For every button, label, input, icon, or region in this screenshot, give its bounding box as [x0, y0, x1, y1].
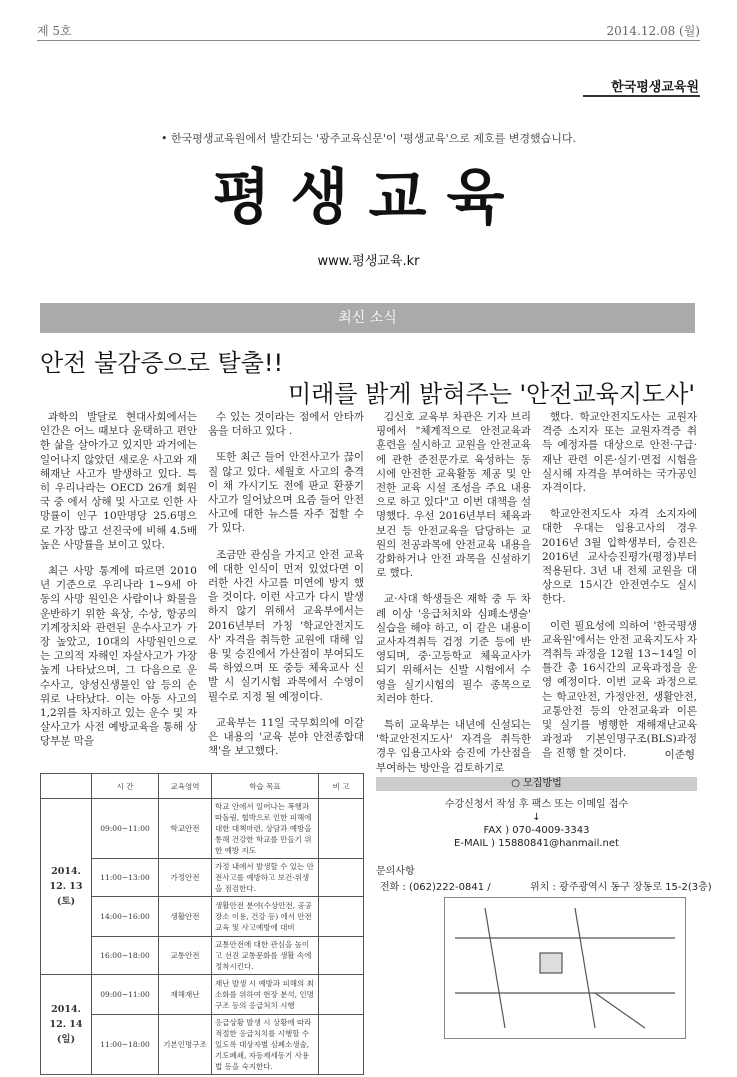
session-goal: 학교 안에서 일어나는 폭행과 따돌림, 협박으로 인한 피해에 대한 대책마련, 상담과 예방을 통해 건강한 학교를 만들기 위한 예방 지도: [212, 799, 319, 859]
session-area: 재해재난: [159, 975, 212, 1015]
session-note: [319, 799, 364, 859]
byline: 이준형: [664, 749, 695, 761]
paragraph: 학교안전지도사 자격 소지자에 대한 우대는 임용고사의 경우 2016년 3월 입학생부터, 승진은 2016년 교사승진평가(평정)부터 적용된다. 3년 내 전체 교원을 대상으로 15시간 안전연수도 실시한다.: [542, 508, 697, 606]
table-header: 교육영역: [159, 774, 212, 799]
session-time: 11:00~18:00: [92, 1015, 159, 1075]
session-note: [319, 859, 364, 897]
location-map: [444, 897, 686, 1039]
header-divider: [37, 40, 700, 41]
session-area: 가정안전: [159, 859, 212, 897]
table-header-date: [41, 774, 92, 799]
article-column-4: [542, 410, 697, 773]
session-area: 생활안전: [159, 897, 212, 937]
article-column-1: [40, 410, 197, 761]
session-area: 교통안전: [159, 937, 212, 975]
table-header: 비 고: [319, 774, 364, 799]
paragraph: 특히 교육부는 내년에 신설되는 '학교안전지도사' 자격을 취득한 경우 임용고사와 승진에 가산점을 부여하는 방안을 검토하기로: [376, 719, 531, 774]
address: 위치 : 광주광역시 동구 장동로 15-2(3층): [530, 882, 712, 893]
paragraph: 조금만 관심을 가지고 안전 교육에 대한 인식이 먼저 있었다면 이러한 사건 사고를 미연에 방지 했을 것이다. 이런 사고가 다시 발생하지 않기 위해서 교육부에서는 2016년부터 가칭 '학교안전지도사' 자격을 취득한 교원에 대해 임용 및 승진에서 가산점이 부여되도록 하였으며 또 중등 체육교사 신발 시 실기시험 과목에서 수영이 필수로 지정 될 예정이다.: [208, 548, 364, 703]
paragraph: 김신호 교육부 차관은 기자 브리핑에서 "체계적으로 안전교육과 훈련을 실시하고 교원을 안전교육에 관한 준전문가로 육성하는 동시에 안전한 교육활동 제공 및 안전한 교육 시설 조성을 주요 내용으로 하고 있다"고 이번 대책을 설명했다. 우선 2016년부터 체육과 보건 등 안전교육을 담당하는 교원의 전공과목에 안전교육 내용을 강화하거나 안전 과목을 신설하기로 했다.: [376, 411, 531, 580]
down-arrow-icon: ↓: [532, 812, 541, 823]
session-goal: 재난 발생 시 예방과 피해의 최소화를 위하여 현장 분석, 인명구조 등의 응급처치 시행: [212, 975, 319, 1015]
session-goal: 응급상황 발생 시 상황에 따라 적절한 응급처치를 시행할 수 있도록 대상자별 심폐소생술, 기도폐쇄, 자동제세동기 사용법 등을 숙지한다.: [212, 1015, 319, 1075]
website-url[interactable]: www.평생교육.kr: [317, 254, 420, 269]
day-date: 2014. 12. 14 (일): [41, 975, 92, 1075]
paragraph: 교육부는 11일 국무회의에 이같은 내용의 '교육 분야 안전종합대책'을 보고했다.: [208, 716, 364, 758]
fax-number: FAX ) 070-4009-3343: [483, 825, 590, 836]
session-goal: 교통안전에 대한 관심을 높이고 선진 교통문화를 생활 속에 정착시킨다.: [212, 937, 319, 975]
table-header: 학습 목표: [212, 774, 319, 799]
headline-secondary: 미래를 밝게 밝혀주는 '안전교육지도사': [287, 380, 695, 408]
section-bar: 최신 소식: [40, 303, 695, 333]
session-time: 16:00~18:00: [92, 937, 159, 975]
inquiry-title: 문의사항: [376, 866, 415, 877]
session-area: 학교안전: [159, 799, 212, 859]
schedule-table: [40, 773, 364, 1075]
title-change-notice: • 한국평생교육원에서 발간되는 '광주교육신문'이 '평생교육'으로 제호를 변경했습니다.: [161, 132, 576, 145]
session-goal: 가정 내에서 발생할 수 있는 안전사고를 예방하고 보건·위생을 점검한다.: [212, 859, 319, 897]
recruit-method-body: [376, 798, 697, 850]
session-note: [319, 975, 364, 1015]
article-column-2: [208, 410, 364, 770]
publisher-name: 한국평생교육원: [611, 80, 699, 95]
recruit-instructions: 수강신청서 작성 후 팩스 또는 이메일 접수: [444, 799, 629, 810]
session-note: [319, 1015, 364, 1075]
paragraph: 수 있는 것이라는 점에서 안타까움을 더하고 있다 .: [208, 411, 364, 438]
session-time: 11:00~13:00: [92, 859, 159, 897]
masthead: 평생교육: [212, 163, 525, 233]
paragraph: 이런 필요성에 의하여 '한국평생교육원'에서는 안전 교육지도사 자격취득 과정을 12월 13~14일 이틀간 총 16시간의 교육과정을 운영 예정이다. 이번 교육 과정으로는 학교안전, 가정안전, 생활안전, 교통안전 등의 안전교육과 이론 및 실기를 병행한 재해재난교육 과정과 기본인명구조(BLS)과정을 진행 할 것이다.: [542, 619, 697, 760]
paragraph: 했다. 학교안전지도사는 교원자격증 소지자 또는 교원자격증 취득 예정자를 대상으로 안전·구급·재난 관련 이론·실기·면접 시험을 실시해 자격을 부여하는 국가공인 자격이다.: [542, 411, 697, 495]
paragraph: 과학의 발달로 현대사회에서는 인간은 어느 때보다 윤택하고 편안한 삶을 살아가고 있지만 과거에는 일어나지 않았던 새로운 사고와 재해재난 사고가 발생하고 있다. 특히 우리나라는 OECD 26개 회원국 중 에서 상해 및 사고로 인한 사망률이 인구 10만명당 25.6명으로 가장 많고 선진국에 비해 4.5배 높은 사망률을 보이고 있다.: [40, 411, 197, 551]
day-date: 2014. 12. 13 (토): [41, 799, 92, 975]
session-note: [319, 897, 364, 937]
paragraph: 또한 최근 들어 안전사고가 끊이질 않고 있다. 세월호 사고의 충격이 채 가시기도 전에 판교 환풍기 사고가 일어났으며 요즘 들어 안전사고에 대한 뉴스를 자주 접할 수가 있다.: [208, 451, 364, 535]
phone-number: 전화 : (062)222-0841 /: [380, 882, 491, 893]
paragraph: 최근 사망 통계에 따르면 2010년 기준으로 우리나라 1~9세 아동의 사망 원인은 사람이나 화물을 운반하기 위한 육상, 수상, 항공의 기계장치와 관련된 운수사고가 가장 높았고, 10대의 사망원인으로는 고의적 자해인 자살사고가 가장 높게 나타났으며, 그 다음으로 운수사고, 양성신생물인 암 등의 순위로 나타났다. 이는 아동 사고의 1,2위를 차지하고 있는 운수 및 자살사고가 사전 예방교육을 통해 상당부분 막을: [40, 565, 197, 748]
session-time: 09:00~11:00: [92, 799, 159, 859]
publisher-underline: [583, 95, 700, 97]
headline-primary: 안전 불감증으로 탈출!!: [40, 349, 284, 377]
session-goal: 생활안전 분야(수상안전, 공공장소 이용, 건강 등) 에서 안전교육 및 사고예방에 대비: [212, 897, 319, 937]
recruit-method-header: ○ 모집방법: [376, 777, 697, 791]
session-time: 14:00~16:00: [92, 897, 159, 937]
email-address[interactable]: E-MAIL ) 15880841@hanmail.net: [454, 838, 619, 849]
table-header: 시 간: [92, 774, 159, 799]
article-column-3: [376, 410, 531, 787]
issue-date: 2014.12.08 (월): [606, 24, 700, 38]
issue-number: 제 5호: [37, 24, 72, 38]
session-time: 09:00~11:00: [92, 975, 159, 1015]
session-area: 기본인명구조: [159, 1015, 212, 1075]
paragraph: 교·사대 학생들은 재학 중 두 차례 이상 '응급처치와 심폐소생술' 실습을 해야 하고, 이 같은 내용이 교사자격취득 검정 기준 등에 반영되며, 중·고등학교 체육교사가 되기 위해서는 신발 시험에서 수영을 실기시험의 필수 종목으로 치러야 한다.: [376, 593, 531, 705]
session-note: [319, 937, 364, 975]
